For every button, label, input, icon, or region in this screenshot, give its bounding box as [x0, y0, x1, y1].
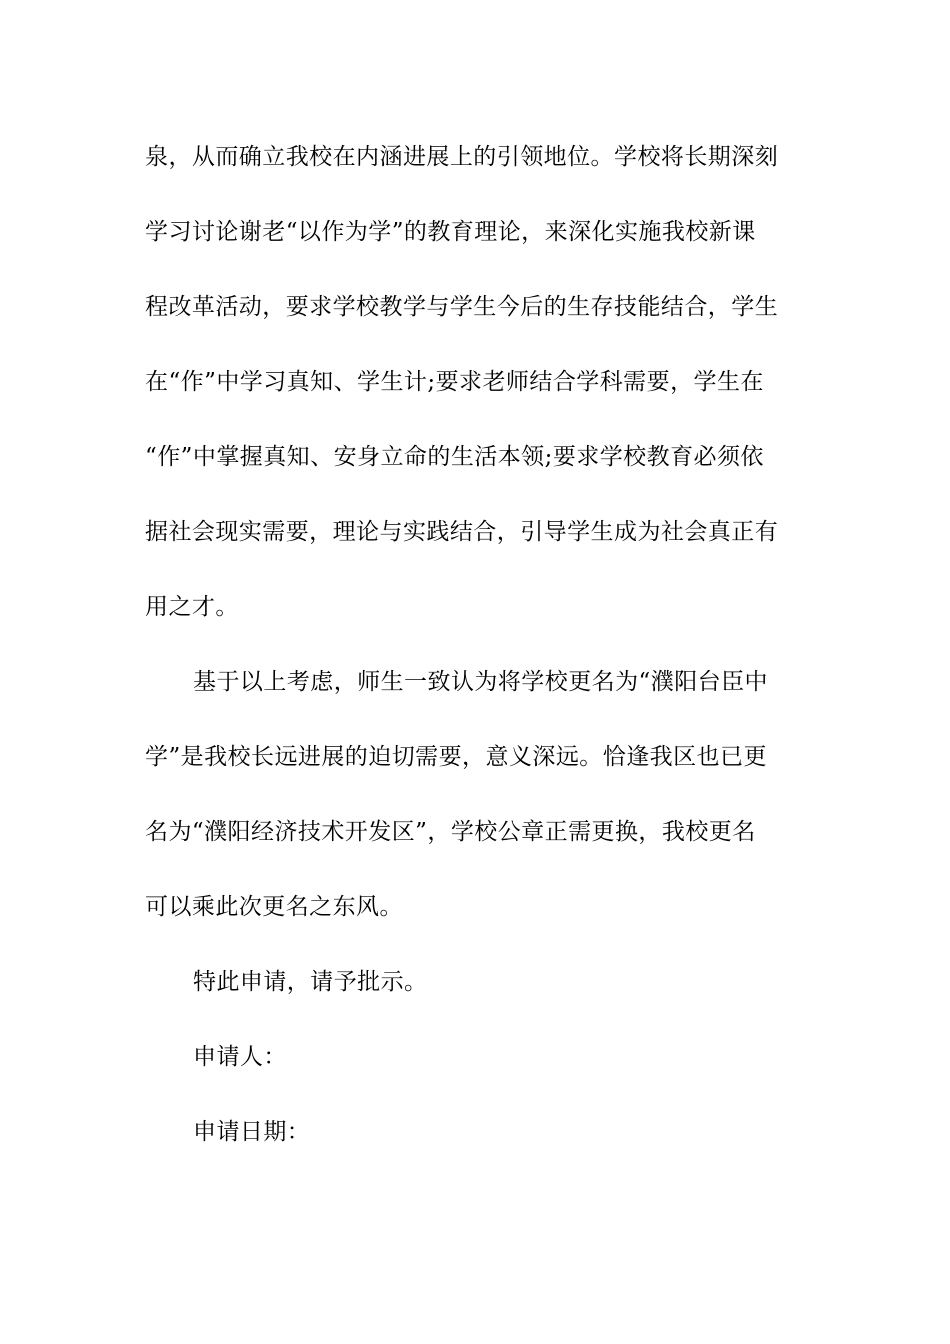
paragraph-line-5: “作”中掌握真知、安身立命的生活本领;要求学校教育必须依 — [145, 444, 764, 470]
paragraph-line-1: 泉，从而确立我校在内涵进展上的引领地位。学校将长期深刻 — [145, 144, 779, 170]
paragraph-line-3: 程改革活动，要求学校教学与学生今后的生存技能结合，学生 — [145, 294, 779, 320]
request-approval-line: 特此申请，请予批示。 — [193, 969, 428, 995]
paragraph-line-6: 据社会现实需要，理论与实践结合，引导学生成为社会真正有 — [145, 519, 779, 545]
application-date-label: 申请日期： — [193, 1119, 311, 1145]
paragraph-line-4: 在“作”中学习真知、学生计;要求老师结合学科需要，学生在 — [145, 369, 764, 395]
applicant-label: 申请人： — [193, 1044, 287, 1070]
paragraph-line-9: 学”是我校长远进展的迫切需要，意义深远。恰逢我区也已更 — [145, 744, 767, 770]
paragraph-line-10: 名为“濮阳经济技术开发区”，学校公章正需更换，我校更名 — [145, 819, 756, 845]
paragraph-line-11: 可以乘此次更名之东风。 — [145, 894, 403, 920]
paragraph-line-2: 学习讨论谢老“以作为学”的教育理论，来深化实施我校新课 — [145, 219, 756, 245]
paragraph-line-8: 基于以上考虑，师生一致认为将学校更名为“濮阳台臣中 — [193, 669, 769, 695]
paragraph-line-7: 用之才。 — [145, 594, 239, 620]
